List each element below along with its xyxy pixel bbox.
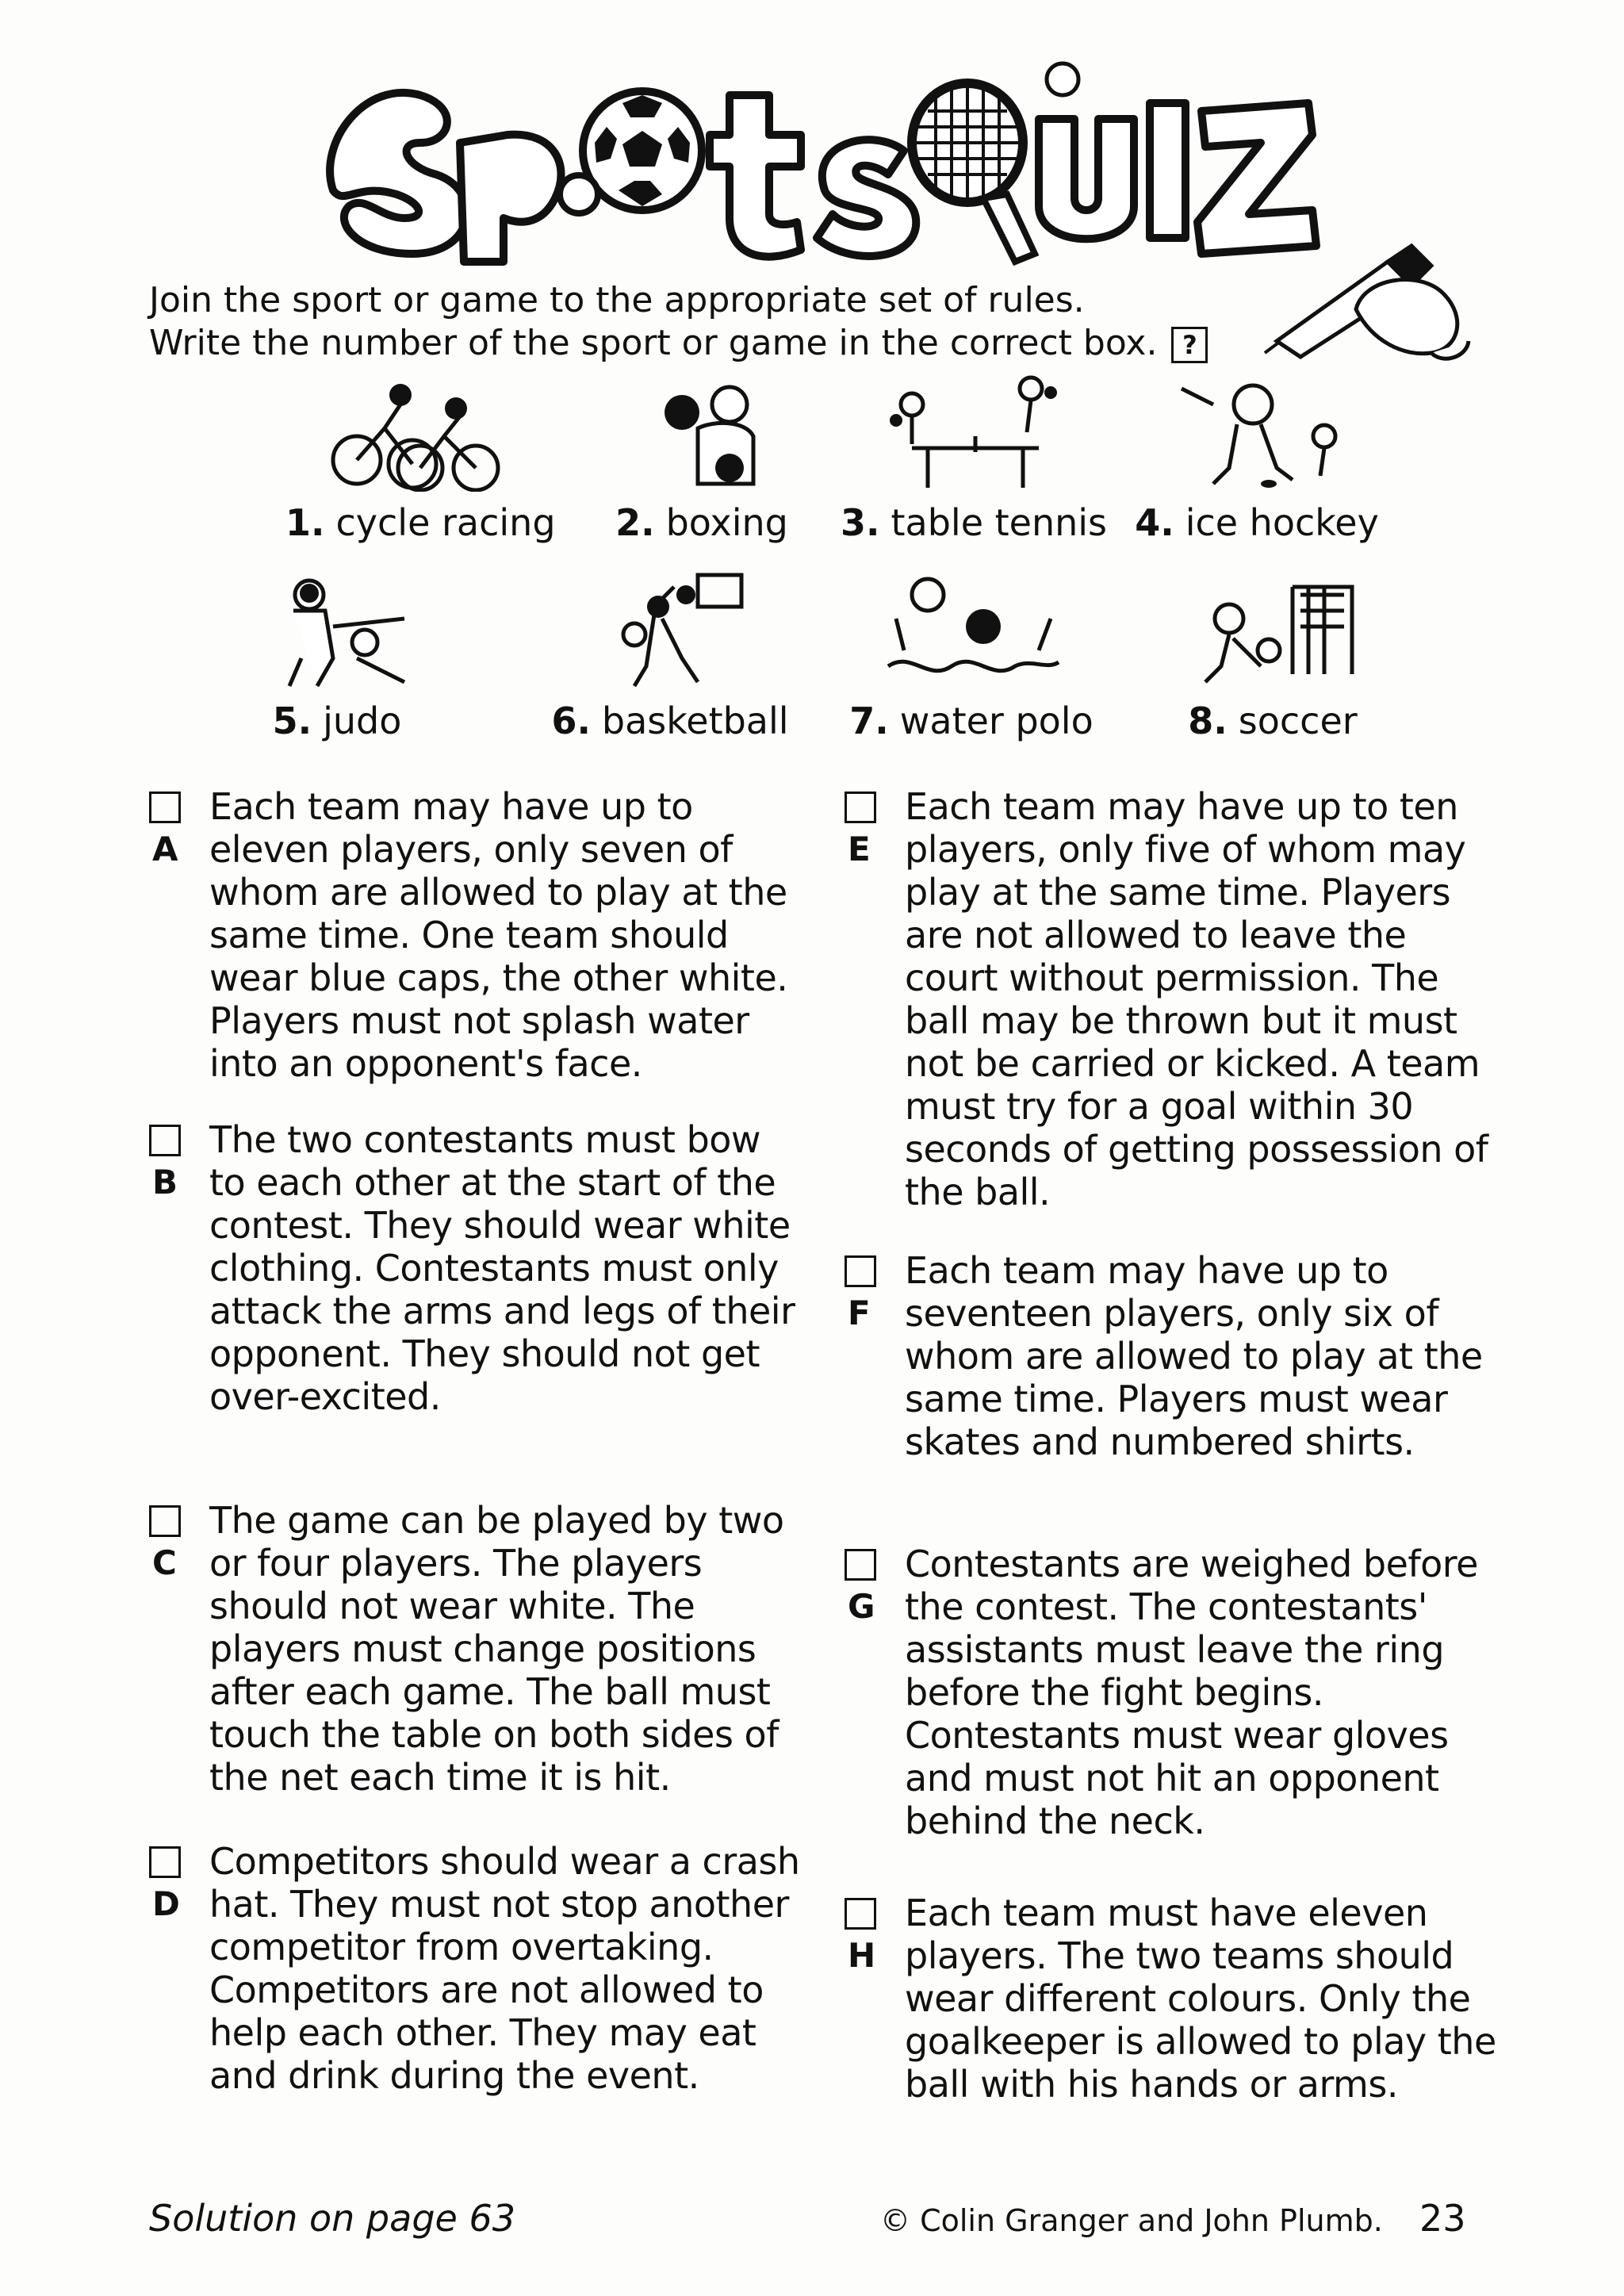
answer-box-b[interactable]: [149, 1125, 181, 1156]
ice-hockey-icon: [1166, 373, 1348, 492]
sport-5-judo: [206, 571, 468, 742]
pen-hand-icon: [1261, 222, 1483, 365]
instruction-line-2: [149, 322, 1208, 365]
rule-b: [149, 1118, 807, 1418]
sport-label: 7. water polo: [849, 700, 1094, 742]
judo-icon: [246, 571, 428, 690]
answer-box-e[interactable]: [845, 792, 876, 823]
sport-label: 3. table tennis: [841, 501, 1108, 544]
soccer-ball-icon: [560, 91, 702, 213]
rule-letter: E: [848, 830, 871, 868]
basketball-icon: [579, 571, 761, 690]
copyright: © Colin Granger and John Plumb.: [880, 2203, 1383, 2238]
instruction-line-2-text: Write the number of the sport or game in the correct box.: [149, 323, 1158, 363]
rule-e: [845, 785, 1503, 1213]
rule-g: [845, 1543, 1503, 1842]
rule-letter: G: [848, 1587, 875, 1626]
answer-box-h[interactable]: [845, 1898, 876, 1930]
sport-1-cycle-racing: [285, 373, 556, 544]
answer-box-f[interactable]: [845, 1255, 876, 1287]
rule-text: Competitors should wear a crash hat. They must not stop another competitor from overtaking. Competitors are not allowed to help each other. They may eat and drink during the event.: [209, 1840, 800, 2097]
rule-c: [149, 1499, 807, 1799]
rule-text: Each team may have up to eleven players, only seven of whom are allowed to play at the same time. One team should wear blue caps, the other white. Players must not splash water into an opponent's face.: [209, 785, 788, 1085]
sport-7-water-polo: [841, 571, 1102, 742]
sport-label: 5. judo: [272, 700, 402, 742]
instructions: [149, 279, 1208, 365]
rule-text: Each team must have eleven players. The two teams should wear different colours. Only the goalkeeper is allowed to play the ball with his hands or arms.: [905, 1892, 1496, 2106]
sport-8-soccer: [1142, 571, 1404, 742]
rule-letter: C: [152, 1543, 177, 1582]
rule-letter: H: [848, 1936, 876, 1975]
sports-quiz-title-icon: [301, 48, 1332, 278]
answer-box-d[interactable]: [149, 1846, 181, 1878]
rule-text: The game can be played by two or four players. The players should not wear white. The players must change positions after each game. The ball must touch the table on both sides of the net each time it is hit.: [209, 1499, 784, 1799]
rule-letter: F: [848, 1294, 871, 1332]
sport-label: 1. cycle racing: [285, 501, 556, 544]
table-tennis-icon: [880, 373, 1063, 492]
page-number: 23: [1419, 2197, 1466, 2240]
sport-2-boxing: [571, 373, 833, 544]
pen-hand-illustration: [1261, 222, 1483, 365]
sport-label: 2. boxing: [615, 501, 788, 544]
rule-h: [845, 1892, 1503, 2106]
help-box-icon[interactable]: ?: [1171, 327, 1208, 363]
sport-label: 6. basketball: [551, 700, 789, 742]
cycle-racing-icon: [325, 373, 508, 492]
rule-f: [845, 1249, 1503, 1463]
instruction-line-1: Join the sport or game to the appropriate set of rules.: [149, 280, 1085, 320]
solution-note: Solution on page 63: [149, 2197, 515, 2240]
water-polo-icon: [880, 571, 1063, 690]
sport-4-ice-hockey: [1126, 373, 1388, 544]
rule-letter: A: [152, 830, 178, 868]
rule-text: Each team may have up to seventeen players, only six of whom are allowed to play at the same time. Players must wear skates and numbered shirts.: [905, 1249, 1483, 1463]
rule-text: Each team may have up to ten players, only five of whom may play at the same time. Players are not allowed to leave the court without permission. The ball may be thrown but it must not be carried or kicked. A team must try for a goal within 30 seconds of getting possession of the ball.: [905, 785, 1488, 1213]
boxing-icon: [611, 373, 793, 492]
rule-text: The two contestants must bow to each other at the start of the contest. They should wear white clothing. Contestants must only attack the arms and legs of their opponent. They should not get over-excited.: [209, 1118, 795, 1418]
rule-d: [149, 1840, 807, 2097]
answer-box-g[interactable]: [845, 1549, 876, 1581]
rule-text: Contestants are weighed before the contest. The contestants' assistants must leave the ring before the fight begins. Contestants must wear gloves and must not hit an opponent behind the neck.: [905, 1543, 1478, 1842]
sport-label: 4. ice hockey: [1135, 501, 1379, 544]
sport-3-table-tennis: [841, 373, 1108, 544]
rule-letter: D: [152, 1884, 180, 1923]
answer-box-c[interactable]: [149, 1505, 181, 1537]
answer-box-a[interactable]: [149, 792, 181, 823]
soccer-icon: [1182, 571, 1364, 690]
sport-6-basketball: [539, 571, 801, 742]
sport-label: 8. soccer: [1188, 700, 1358, 742]
rule-a: [149, 785, 807, 1085]
rule-letter: B: [152, 1163, 178, 1202]
title-art: [301, 48, 1332, 278]
